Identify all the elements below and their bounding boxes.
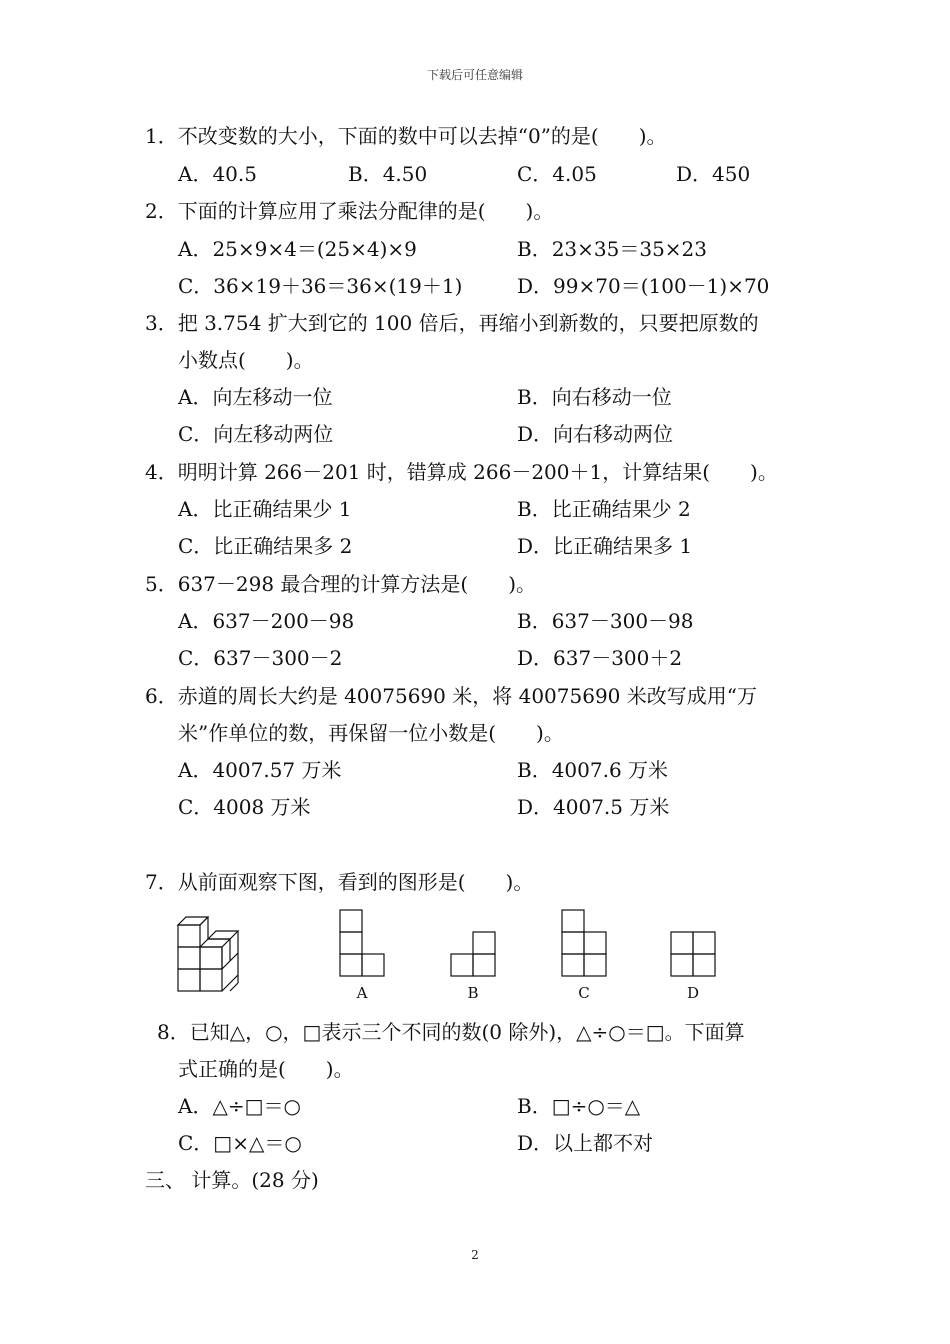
q1-option-d: D．450 (676, 162, 751, 186)
q8-option-b: B．□÷○＝△ (517, 1094, 641, 1118)
q4-option-c: C．比正确结果多 2 (178, 534, 353, 558)
q3-option-d: D．向右移动两位 (517, 422, 674, 446)
figure-label-b: B (467, 984, 479, 1002)
q3-option-a: A．向左移动一位 (178, 385, 333, 409)
question-5: 5．637－298 最合理的计算方法是( )。 (145, 572, 537, 596)
page-number: 2 (471, 1248, 479, 1262)
figure-option-a (340, 910, 384, 976)
q4-option-a: A．比正确结果少 1 (178, 497, 352, 521)
question-3: 3．把 3.754 扩大到它的 100 倍后，再缩小到新数的，只要把原数的 (145, 311, 759, 335)
figure-label-a: A (356, 984, 368, 1002)
q2-option-a: A．25×9×4＝(25×4)×9 (178, 237, 417, 261)
figure-label-d: D (686, 984, 700, 1002)
question-7: 7．从前面观察下图，看到的图形是( )。 (145, 870, 534, 894)
q8-option-d: D．以上都不对 (517, 1131, 654, 1155)
q4-option-d: D．比正确结果多 1 (517, 534, 693, 558)
q5-option-a: A．637－200－98 (178, 609, 355, 633)
question-8: 8．已知△，○，□表示三个不同的数(0 除外)，△÷○＝□。下面算 (157, 1020, 745, 1044)
q6-option-d: D．4007.5 万米 (517, 795, 670, 819)
cube-stack-figure (178, 917, 238, 991)
question-6-cont: 米”作单位的数，再保留一位小数是( )。 (178, 721, 564, 745)
figure-label-c: C (578, 984, 590, 1002)
figure-option-c (562, 910, 606, 976)
question-4: 4．明明计算 266－201 时，错算成 266－200＋1，计算结果( )。 (145, 460, 778, 484)
q1-option-a: A．40.5 (178, 162, 257, 186)
question-8-cont: 式正确的是( )。 (178, 1057, 354, 1081)
q8-option-c: C．□×△＝○ (178, 1131, 302, 1155)
q4-option-b: B．比正确结果少 2 (517, 497, 691, 521)
question-1: 1．不改变数的大小，下面的数中可以去掉“0”的是( )。 (145, 124, 667, 148)
q3-option-b: B．向右移动一位 (517, 385, 672, 409)
q8-option-a: A．△÷□＝○ (178, 1094, 301, 1118)
q2-option-c: C．36×19＋36＝36×(19＋1) (178, 274, 463, 298)
figure-option-d (671, 932, 715, 976)
q5-option-c: C．637－300－2 (178, 646, 343, 670)
q6-option-c: C．4008 万米 (178, 795, 311, 819)
question-3-cont: 小数点( )。 (178, 348, 314, 372)
q2-option-d: D．99×70＝(100－1)×70 (517, 274, 770, 298)
q5-option-b: B．637－300－98 (517, 609, 694, 633)
question-6: 6．赤道的周长大约是 40075690 米，将 40075690 米改写成用“万 (145, 684, 757, 708)
q5-option-d: D．637－300＋2 (517, 646, 683, 670)
question-2: 2．下面的计算应用了乘法分配律的是( )。 (145, 199, 554, 223)
q7-figures (0, 900, 950, 1010)
q1-option-b: B．4.50 (348, 162, 428, 186)
q3-option-c: C．向左移动两位 (178, 422, 334, 446)
q1-option-c: C．4.05 (517, 162, 597, 186)
q6-option-b: B．4007.6 万米 (517, 758, 669, 782)
section-3-heading: 三、 计算。(28 分) (145, 1168, 319, 1192)
figure-option-b (451, 932, 495, 976)
page-header: 下载后可任意编辑 (426, 68, 523, 82)
q6-option-a: A．4007.57 万米 (178, 758, 342, 782)
q2-option-b: B．23×35＝35×23 (517, 237, 708, 261)
